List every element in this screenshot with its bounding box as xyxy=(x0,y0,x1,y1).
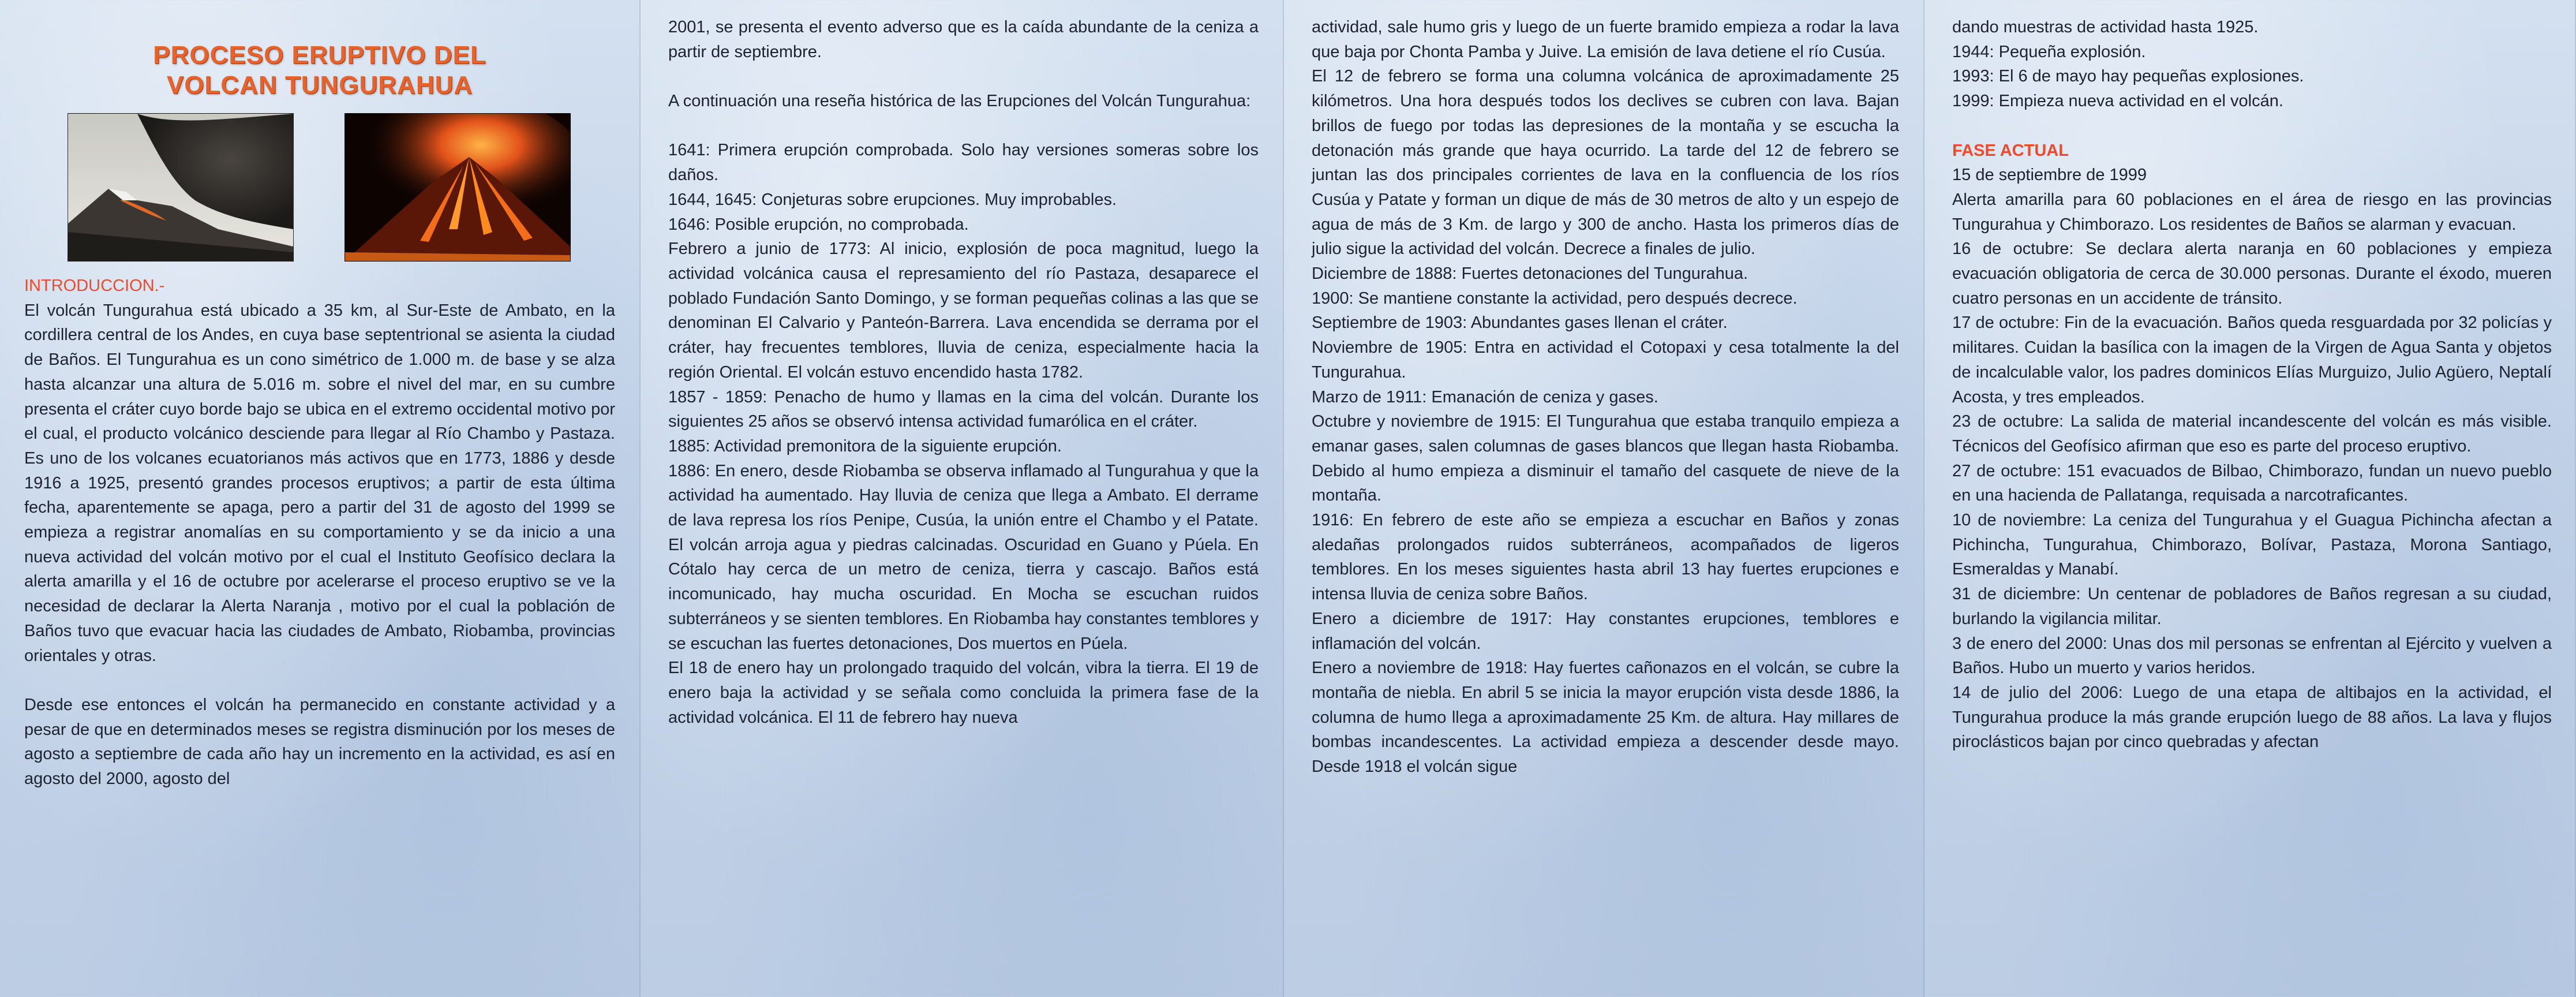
continuation-text: 2001, se presenta el evento adverso que es la caída abundante de la ceniza a partir de septiembre. xyxy=(668,18,1259,61)
list-item: 10 de noviembre: La ceniza del Tungurahua y el Guagua Pichincha afectan a Pichincha, Tungurahua, Chimborazo, Bolívar, Pastaza, Morona Santiago, Esmeraldas y Manabí. xyxy=(1952,511,2552,579)
intro-heading: INTRODUCCION.- xyxy=(24,277,165,295)
volcano-ash-photo-image xyxy=(68,114,293,261)
list-item: 27 de octubre: 151 evacuados de Bilbao, Chimborazo, fundan un nuevo pueblo en una hacienda de Pallatanga, requisada a narcotraficantes. xyxy=(1952,461,2552,505)
list-item: 1944: Pequeña explosión. xyxy=(1952,42,2146,61)
list-item: Noviembre de 1905: Entra en actividad el Cotopaxi y cesa totalmente la del Tungurahua. xyxy=(1312,338,1899,382)
list-item: El 12 de febrero se forma una columna volcánica de aproximadamente 25 kilómetros. Una hora después todos los declives se cubren con lava. Bajan brillos de fuego por todas las depresiones de la montaña y se escucha la detonación más grande que haya ocurrido. La tarde del 12 de febrero se juntan las dos principales corrientes de lava en la confluencia de los ríos Cusúa y Patate y forman un dique de más de 30 metros de alto y un espejo de agua de más de 3 Km. de largo y 300 de ancho. Hasta los primeros días de julio sigue la actividad del volcán. Decrece a finales de julio. xyxy=(1312,67,1899,259)
list-item: Enero a diciembre de 1917: Hay constantes erupciones, temblores e inflamación del volcán. xyxy=(1312,609,1899,653)
eruption-history-list-2 xyxy=(1312,15,1899,779)
volcano-ash-photo xyxy=(68,113,294,262)
eruption-history-list-1 xyxy=(668,138,1259,730)
list-item: 14 de julio del 2006: Luego de una etapa de altibajos en la actividad, el Tungurahua produce la más grande erupción luego de 88 años. La lava y flujos piroclásticos bajan por cinco quebradas y afectan xyxy=(1952,683,2552,752)
list-item: 23 de octubre: La salida de material incandescente del volcán es más visible. Técnicos del Geofísico afirman que eso es parte del proceso eruptivo. xyxy=(1952,412,2552,455)
list-item: Octubre y noviembre de 1915: El Tungurahua que estaba tranquilo empieza a emanar gases, salen columnas de gases blancos que llegan hasta Riobamba. Debido al humo empieza a disminuir el tamaño del casquete de nieve de la montaña. xyxy=(1312,412,1899,505)
list-item: 3 de enero del 2000: Unas dos mil personas se enfrentan al Ejército y vuelven a Baños. Hubo un muerto y varios heridos. xyxy=(1952,634,2552,678)
panel-history-2 xyxy=(1284,0,1924,997)
list-item: 1900: Se mantiene constante la actividad, pero después decrece. xyxy=(1312,289,1798,308)
list-item: Diciembre de 1888: Fuertes detonaciones del Tungurahua. xyxy=(1312,264,1748,283)
list-item: 15 de septiembre de 1999 xyxy=(1952,166,2147,185)
history-intro: A continuación una reseña histórica de las Erupciones del Volcán Tungurahua: xyxy=(668,92,1251,111)
list-item: El 18 de enero hay un prolongado traquido del volcán, vibra la tierra. El 19 de enero baja la actividad y se señala como concluida la primera fase de la actividad volcánica. El 11 de febrero hay nueva xyxy=(668,659,1259,727)
panel-history-1 xyxy=(641,0,1284,997)
list-item: 17 de octubre: Fin de la evacuación. Baños queda resguardada por 32 policías y militares. Cuidan la basílica con la imagen de la Virgen de Agua Santa y objetos de incalculable valor, los padres dominicos Elías Murguizo, Julio Agüero, Neptalí Acosta, y tres empleados. xyxy=(1952,313,2552,406)
list-item: 1916: En febrero de este año se empieza a escuchar en Baños y zonas aledañas prolongados ruidos subterráneos, acompañados de ligeros temblores. En los meses siguientes hasta abril 13 hay fuertes erupciones e intensa lluvia de ceniza sobre Baños. xyxy=(1312,511,1899,604)
activity-paragraph: Desde ese entonces el volcán ha permanecido en constante actividad y a pesar de que en determinados meses se registra disminución por los meses de agosto a septiembre de cada año hay un incremento en la actividad, es así en agosto del 2000, agosto del xyxy=(24,695,615,789)
list-item: 1646: Posible erupción, no comprobada. xyxy=(668,215,969,234)
brochure-title xyxy=(24,40,615,100)
list-item: Marzo de 1911: Emanación de ceniza y gases. xyxy=(1312,387,1658,406)
list-item: 1641: Primera erupción comprobada. Solo hay versiones someras sobre los daños. xyxy=(668,141,1259,185)
panel-introduction xyxy=(0,0,641,997)
list-item: Febrero a junio de 1773: Al inicio, explosión de poca magnitud, luego la actividad volcánica causa el represamiento del río Pastaza, desaparece el poblado Fundación Santo Domingo, y se forman pequeñas colinas a las que se denominan El Calvario y Panteón-Barrera. Lava encendida se derrama por el cráter, hay frecuentes temblores, lluvia de ceniza, especialmente hacia la región Oriental. El volcán estuvo encendido hasta 1782. xyxy=(668,240,1259,382)
list-item: 1857 - 1859: Penacho de humo y llamas en la cima del volcán. Durante los siguientes 25 años se observó intensa actividad fumarólica en el cráter. xyxy=(668,387,1259,431)
intro-paragraph: El volcán Tungurahua está ubicado a 35 km, al Sur-Este de Ambato, en la cordillera central de los Andes, en cuya base septentrional se asienta la ciudad de Baños. El Tungurahua es un cono simétrico de 1.000 m. de base y se alza hasta alcanzar una altura de 5.016 m. sobre el nivel del mar, en su cumbre presenta el cráter cuyo borde bajo se ubica en el extremo occidental motivo por el cual, el producto volcánico desciende para llegar al Río Chambo y Pastaza. Es uno de los volcanes ecuatorianos más activos que en 1773, 1886 y desde 1916 a 1925, presentó grandes procesos eruptivos; a partir de esta última fecha, aparentemente se apaga, pero a partir del 31 de agosto del 1999 se empieza a registrar anomalías en su comportamiento y se da inicio a una nueva actividad del volcán motivo por el cual el Instituto Geofísico declara la alerta amarilla y el 16 de octubre por acelerarse el proceso eruptivo se ve la necesidad de declarar la Alerta Naranja , motivo por el cual la población de Baños tuvo que evacuar hacia las ciudades de Ambato, Riobamba, provincias orientales y otras. xyxy=(24,301,615,665)
photo-strip xyxy=(24,113,615,263)
list-item: 1886: En enero, desde Riobamba se observa inflamado al Tungurahua y que la actividad ha aumentado. Hay lluvia de ceniza que llega a Ambato. El derrame de lava represa los ríos Penipe, Cusúa, la unión entre el Chambo y el Patate. El volcán arroja agua y piedras calcinadas. Oscuridad en Guano y Púela. En Cótalo hay cerca de un metro de ceniza, tierra y cascajo. Baños está incomunicado, hay mucha oscuridad. En Mocha se escuchan ruidos subterráneos y se sienten temblores. En Riobamba hay constantes temblores y se escuchan las fuertes detonaciones, Dos muertos en Púela. xyxy=(668,461,1259,653)
list-item: dando muestras de actividad hasta 1925. xyxy=(1952,18,2259,36)
current-phase-heading: FASE ACTUAL xyxy=(1952,141,2069,160)
list-item: 1993: El 6 de mayo hay pequeñas explosiones. xyxy=(1952,67,2304,86)
list-item: actividad, sale humo gris y luego de un fuerte bramido empieza a rodar la lava que baja por Chonta Pamba y Juive. La emisión de lava detiene el río Cusúa. xyxy=(1312,18,1899,61)
current-phase-list xyxy=(1952,163,2552,755)
list-item: Alerta amarilla para 60 poblaciones en el área de riesgo en las provincias Tungurahua y Chimborazo. Los residentes de Baños se alarman y evacuan. xyxy=(1952,190,2552,234)
list-item: 1885: Actividad premonitora de la siguiente erupción. xyxy=(668,436,1062,455)
title-line-1: PROCESO ERUPTIVO DEL xyxy=(153,41,486,69)
panel-current-phase xyxy=(1924,0,2576,997)
list-item: Enero a noviembre de 1918: Hay fuertes cañonazos en el volcán, se cubre la montaña de niebla. En abril 5 se inicia la mayor erupción vista desde 1886, la columna de humo llega a aproximadamente 25 Km. de altura. Hay millares de bombas incandescentes. La actividad empieza a descender desde mayo. Desde 1918 el volcán sigue xyxy=(1312,659,1899,776)
eruption-history-list-3 xyxy=(1952,15,2552,114)
list-item: 31 de diciembre: Un centenar de pobladores de Baños regresan a su ciudad, burlando la vigilancia militar. xyxy=(1952,585,2552,628)
list-item: 1999: Empieza nueva actividad en el volcán. xyxy=(1952,92,2283,111)
list-item: 1644, 1645: Conjeturas sobre erupciones. Muy improbables. xyxy=(668,190,1117,209)
title-line-2: VOLCAN TUNGURAHUA xyxy=(166,71,473,99)
list-item: 16 de octubre: Se declara alerta naranja en 60 poblaciones y empieza evacuación obligatoria de cerca de 30.000 personas. Durante el éxodo, mueren cuatro personas en un accidente de tránsito. xyxy=(1952,240,2552,308)
list-item: Septiembre de 1903: Abundantes gases llenan el cráter. xyxy=(1312,313,1728,333)
volcano-lava-photo-image xyxy=(345,114,570,261)
volcano-lava-photo xyxy=(345,113,571,262)
